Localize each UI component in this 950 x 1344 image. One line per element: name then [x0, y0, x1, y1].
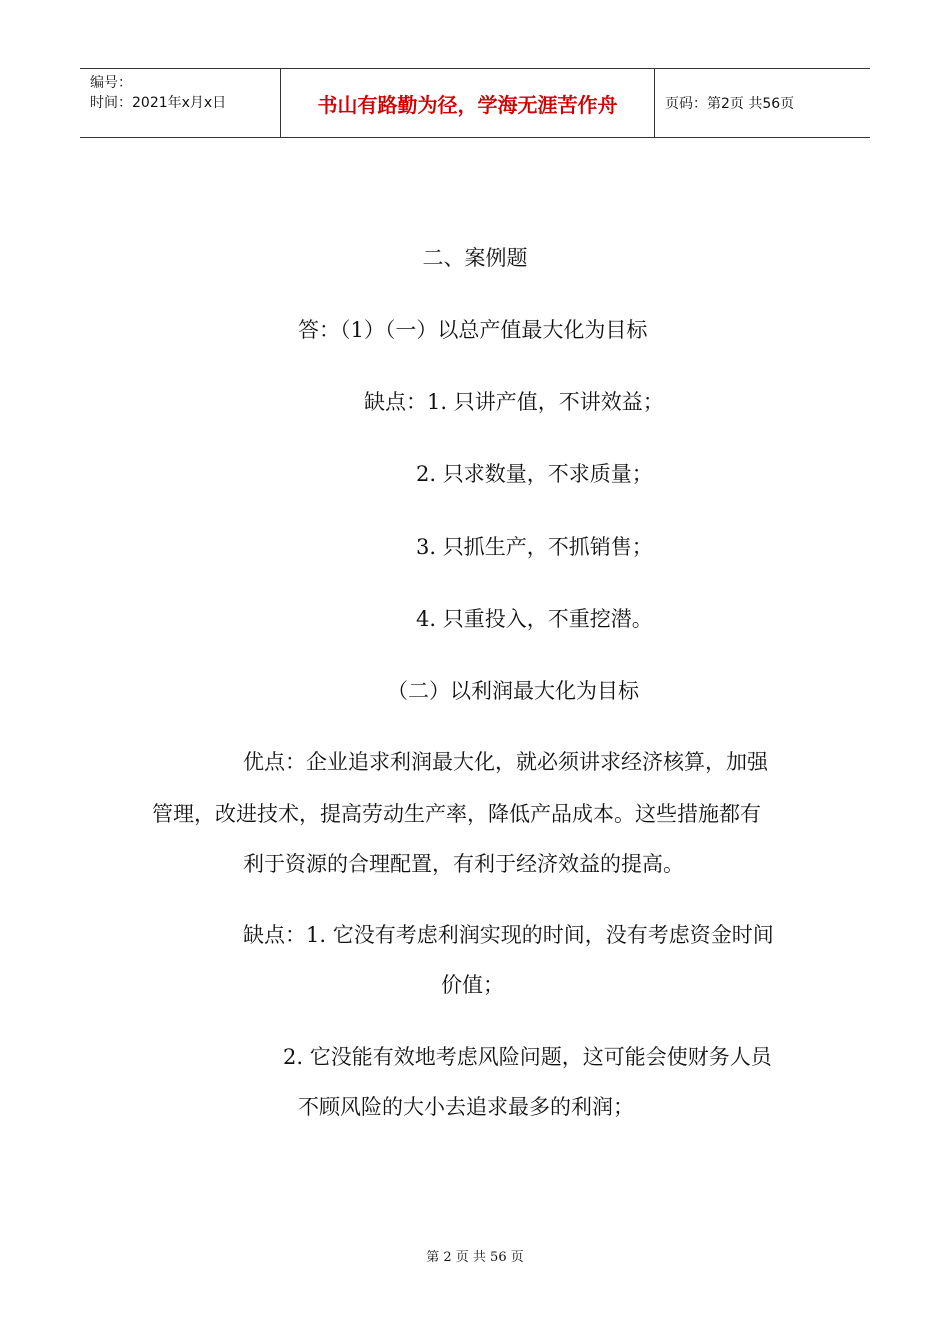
page-header [80, 68, 870, 138]
goal2-heading: （二）以利润最大化为目标 [387, 679, 639, 703]
goal2-pros-line1: 优点：企业追求利润最大化，就必须讲求经济核算，加强 [243, 750, 768, 774]
goal2-cons2-line1: 2. 它没能有效地考虑风险问题，这可能会使财务人员 [283, 1045, 772, 1069]
goal1-cons-2: 2. 只求数量，不求质量； [416, 462, 653, 486]
page-footer: 第 2 页 共 56 页 [426, 1250, 524, 1265]
goal2-pros-line3: 利于资源的合理配置，有利于经济效益的提高。 [243, 852, 684, 876]
header-motto: 书山有路勤为径，学海无涯苦作舟 [281, 69, 655, 137]
answer-heading: 答：（1）（一）以总产值最大化为目标 [298, 318, 648, 342]
goal1-cons-3: 3. 只抓生产，不抓销售； [416, 535, 653, 559]
header-meta [80, 69, 281, 137]
goal2-pros-line2: 管理，改进技术，提高劳动生产率，降低产品成本。这些措施都有 [152, 802, 761, 826]
goal2-cons2-line2: 不顾风险的大小去追求最多的利润； [298, 1095, 634, 1119]
goal1-cons-4: 4. 只重投入，不重挖潜。 [416, 607, 653, 631]
header-page-info: 页码：第2页 共56页 [665, 96, 795, 112]
number-label: 编号： [90, 75, 132, 91]
goal2-cons1-line1: 缺点：1. 它没有考虑利润实现的时间，没有考虑资金时间 [243, 923, 774, 947]
goal2-cons1-line2: 价值； [441, 973, 504, 997]
time-label: 时间：2021年x月x日 [90, 95, 227, 111]
goal1-cons-1: 缺点：1. 只讲产值，不讲效益； [364, 390, 664, 414]
section-title: 二、案例题 [422, 246, 528, 270]
